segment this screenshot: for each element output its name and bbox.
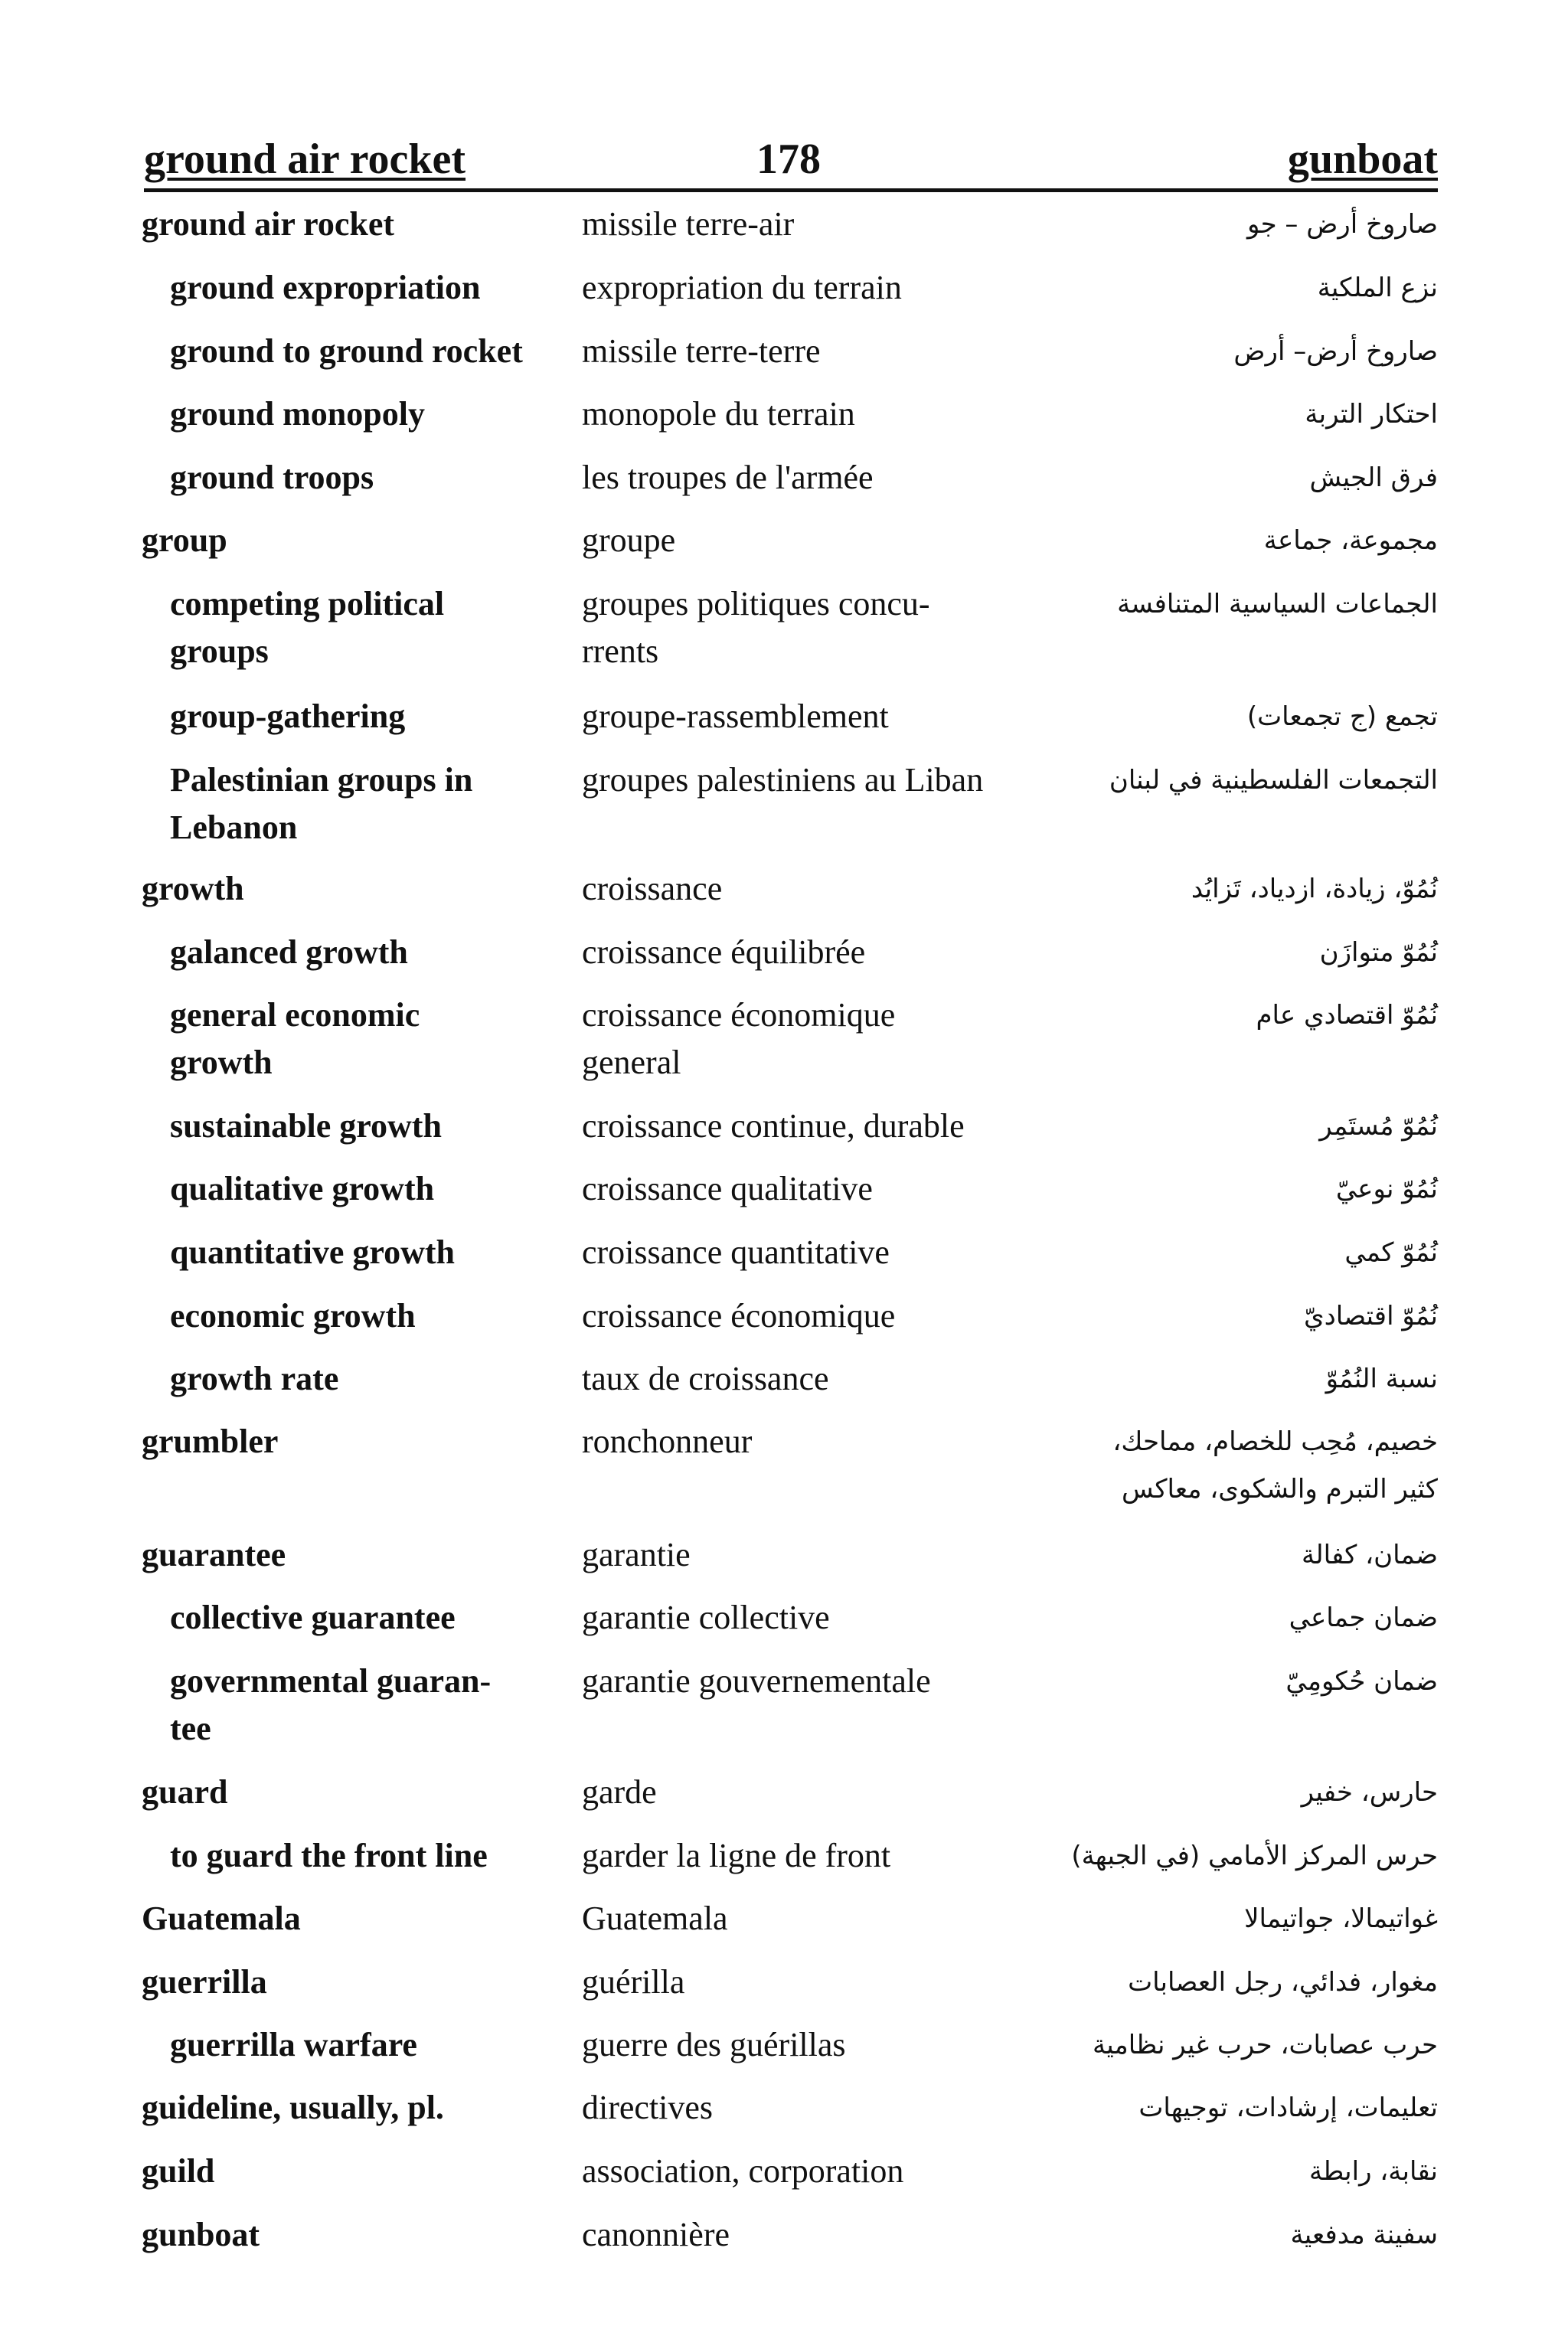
- english-term-line: guerrilla warfare: [170, 2026, 417, 2063]
- arabic-translation-line: غواتيمالا، جواتيمالا: [1244, 1903, 1438, 1934]
- arabic-translation: [1302, 1769, 1438, 1816]
- english-term-line: guideline, usually, pl.: [142, 2089, 444, 2126]
- english-term-line: guerrilla: [142, 1963, 267, 2001]
- english-term-line: sustainable growth: [170, 1107, 442, 1145]
- english-term-line: growth: [170, 1044, 273, 1081]
- english-term: [142, 2148, 214, 2195]
- english-term: [142, 1769, 227, 1816]
- english-term: [170, 390, 425, 438]
- english-term: [170, 693, 405, 740]
- english-term-line: governmental guaran-: [170, 1662, 492, 1700]
- english-term-line: ground monopoly: [170, 395, 425, 433]
- french-translation: [582, 264, 902, 312]
- english-term-line: growth: [142, 870, 244, 907]
- french-translation-line: missile terre-terre: [582, 332, 821, 370]
- french-translation-line: garantie gouvernementale: [582, 1662, 931, 1700]
- french-translation-line: croissance: [582, 870, 723, 907]
- arabic-translation-line: تعليمات، إرشادات، توجيهات: [1138, 2093, 1438, 2123]
- french-translation: [582, 1355, 829, 1403]
- french-translation: [582, 2021, 846, 2069]
- french-translation-line: croissance quantitative: [582, 1233, 890, 1271]
- french-translation: [582, 693, 889, 740]
- english-term-line: guarantee: [142, 1536, 286, 1573]
- arabic-translation: [1336, 1165, 1438, 1213]
- english-term: [170, 1594, 456, 1642]
- arabic-translation-line: خصيم، مُحِب للخصام، مماحك،: [1112, 1426, 1438, 1457]
- english-term: [170, 1658, 491, 1753]
- french-translation: [582, 328, 821, 375]
- english-term: [170, 756, 472, 851]
- arabic-translation: [1138, 2084, 1438, 2132]
- french-translation: [582, 390, 855, 438]
- arabic-translation: [1244, 1895, 1438, 1942]
- french-translation-line: les troupes de l'armée: [582, 459, 874, 496]
- french-translation: [582, 1229, 890, 1276]
- french-translation: [582, 201, 794, 248]
- arabic-translation-line: نزع الملكية: [1317, 273, 1438, 303]
- english-term-line: competing political: [170, 585, 445, 622]
- french-translation-line: guerre des guérillas: [582, 2026, 846, 2063]
- french-translation: [582, 2148, 903, 2195]
- arabic-translation-line: حارس، خفير: [1301, 1777, 1438, 1808]
- english-term: [170, 929, 408, 976]
- french-translation-line: garantie: [582, 1536, 691, 1573]
- french-translation: [582, 1103, 965, 1150]
- english-term: [170, 2021, 417, 2069]
- arabic-translation: [1326, 1355, 1438, 1403]
- french-translation-line: croissance économique: [582, 996, 896, 1034]
- french-translation-line: monopole du terrain: [582, 395, 855, 433]
- arabic-translation: [1112, 1418, 1438, 1513]
- arabic-translation-line: احتكار التربة: [1305, 399, 1438, 430]
- arabic-translation-line: نُمُوّ، زيادة، ازدياد، تَزايُد: [1191, 874, 1438, 904]
- arabic-translation-line: فرق الجيش: [1309, 462, 1438, 493]
- arabic-translation-line: نُمُوّ اقتصاديّ: [1303, 1301, 1438, 1331]
- arabic-translation: [1264, 517, 1438, 564]
- english-term-line: gunboat: [142, 2216, 260, 2253]
- page-number: 178: [756, 136, 821, 183]
- arabic-translation-line: تجمع (ج تجمعات): [1246, 701, 1438, 732]
- arabic-translation: [1344, 1229, 1438, 1276]
- arabic-translation-line: نُمُوّ متوازَن: [1319, 937, 1438, 968]
- english-term-line: guard: [142, 1773, 228, 1811]
- arabic-translation-line: نقابة، رابطة: [1309, 2156, 1438, 2187]
- english-term: [170, 1229, 455, 1276]
- french-translation: [582, 1594, 830, 1642]
- french-translation: [582, 580, 930, 675]
- french-translation-line: canonnière: [582, 2216, 730, 2253]
- arabic-translation: [1256, 992, 1438, 1039]
- arabic-translation-line: الجماعات السياسية المتنافسة: [1117, 589, 1438, 619]
- english-term: [142, 1418, 278, 1465]
- arabic-translation: [1071, 1832, 1438, 1880]
- arabic-translation-line: مجموعة، جماعة: [1263, 525, 1438, 556]
- arabic-translation: [1319, 1103, 1438, 1150]
- english-term-line: Lebanon: [170, 809, 298, 846]
- arabic-translation-line: نُمُوّ مُستَمِر: [1319, 1111, 1438, 1142]
- french-translation-line: directives: [582, 2089, 714, 2126]
- arabic-translation-line: حرب عصابات، حرب غير نظامية: [1093, 2030, 1438, 2060]
- arabic-translation: [1128, 1959, 1438, 2006]
- arabic-translation: [1309, 2148, 1438, 2195]
- english-term: [142, 201, 394, 248]
- arabic-translation: [1117, 580, 1438, 628]
- french-translation-line: croissance économique: [582, 1297, 896, 1335]
- english-term: [170, 1165, 434, 1213]
- english-term: [142, 1895, 301, 1942]
- running-header: [144, 129, 1438, 192]
- french-translation-line: association, corporation: [582, 2152, 904, 2190]
- arabic-translation: [1304, 1292, 1438, 1340]
- arabic-translation: [1320, 929, 1438, 976]
- english-term-line: economic growth: [170, 1297, 416, 1335]
- english-term: [170, 1832, 488, 1880]
- english-term-line: Palestinian groups in: [170, 761, 473, 799]
- arabic-translation: [1233, 328, 1438, 375]
- english-term-line: group: [142, 521, 227, 559]
- french-translation-line: croissance continue, durable: [582, 1107, 965, 1145]
- english-term-line: groups: [170, 632, 269, 670]
- english-term-line: group-gathering: [170, 698, 406, 735]
- english-term-line: guild: [142, 2152, 215, 2190]
- french-translation-line: croissance équilibrée: [582, 933, 866, 971]
- french-translation-line: general: [582, 1044, 681, 1081]
- french-translation: [582, 1895, 728, 1942]
- french-translation-line: garantie collective: [582, 1599, 830, 1636]
- english-term-line: ground troops: [170, 459, 374, 496]
- french-translation: [582, 454, 874, 502]
- english-term: [142, 2211, 260, 2259]
- french-translation-line: missile terre-air: [582, 205, 795, 243]
- arabic-translation: [1305, 390, 1438, 438]
- french-translation-line: expropriation du terrain: [582, 269, 902, 306]
- arabic-translation: [1247, 201, 1438, 248]
- arabic-translation-line: نُمُوّ اقتصادي عام: [1256, 1000, 1438, 1031]
- french-translation-line: rrents: [582, 632, 659, 670]
- english-term-line: quantitative growth: [170, 1233, 455, 1271]
- arabic-translation-line: نُمُوّ نوعيّ: [1335, 1174, 1438, 1204]
- english-term-line: qualitative growth: [170, 1170, 435, 1207]
- french-translation-line: garde: [582, 1773, 657, 1811]
- english-term: [170, 1103, 442, 1150]
- english-term-line: growth rate: [170, 1360, 339, 1397]
- french-translation: [582, 2084, 713, 2132]
- arabic-translation: [1302, 1531, 1438, 1579]
- arabic-translation: [1093, 2021, 1438, 2069]
- french-translation: [582, 1832, 890, 1880]
- arabic-translation: [1191, 865, 1438, 913]
- arabic-translation-line: ضمان جماعي: [1289, 1603, 1438, 1633]
- arabic-translation: [1289, 1594, 1438, 1642]
- french-translation-line: groupe-rassemblement: [582, 698, 889, 735]
- french-translation: [582, 1292, 895, 1340]
- french-translation-line: Guatemala: [582, 1900, 728, 1937]
- french-translation: [582, 2211, 730, 2259]
- arabic-translation: [1285, 1658, 1438, 1705]
- english-term: [170, 454, 374, 502]
- english-term: [142, 1531, 286, 1579]
- english-term-line: ground to ground rocket: [170, 332, 523, 370]
- french-translation-line: guérilla: [582, 1963, 685, 2001]
- arabic-translation: [1109, 756, 1438, 804]
- english-term-line: galanced growth: [170, 933, 408, 971]
- french-translation-line: taux de croissance: [582, 1360, 829, 1397]
- english-term-line: tee: [170, 1710, 211, 1747]
- french-translation-line: groupes palestiniens au Liban: [582, 761, 984, 799]
- french-translation: [582, 992, 895, 1086]
- arabic-translation-line: كثير التبرم والشكوى، معاكس: [1121, 1474, 1438, 1505]
- arabic-translation-line: نُمُوّ كمي: [1344, 1237, 1438, 1268]
- arabic-translation: [1318, 264, 1438, 312]
- arabic-translation-line: ضمان حُكومِيّ: [1285, 1666, 1438, 1697]
- arabic-translation-line: سفينة مدفعية: [1290, 2220, 1438, 2250]
- english-term-line: general economic: [170, 996, 420, 1034]
- english-term-line: Guatemala: [142, 1900, 301, 1937]
- french-translation: [582, 1658, 931, 1705]
- english-term: [142, 2084, 444, 2132]
- french-translation: [582, 1418, 752, 1465]
- english-term-line: to guard the front line: [170, 1837, 488, 1874]
- arabic-translation-line: صاروخ أرض – جو: [1247, 209, 1438, 240]
- french-translation: [582, 517, 675, 564]
- french-translation-line: croissance qualitative: [582, 1170, 873, 1207]
- arabic-translation: [1291, 2211, 1438, 2259]
- arabic-translation-line: صاروخ أرض– أرض: [1233, 336, 1438, 367]
- french-translation-line: ronchonneur: [582, 1423, 753, 1460]
- english-term: [142, 517, 227, 564]
- english-term: [142, 865, 244, 913]
- english-term: [170, 264, 480, 312]
- arabic-translation-line: نسبة النُمُوّ: [1325, 1364, 1438, 1394]
- arabic-translation-line: التجمعات الفلسطينية في لبنان: [1109, 765, 1438, 796]
- french-translation: [582, 929, 865, 976]
- french-translation: [582, 1531, 691, 1579]
- english-term-line: ground air rocket: [142, 205, 395, 243]
- english-term: [170, 328, 523, 375]
- arabic-translation-line: مغوار، فدائي، رجل العصابات: [1128, 1967, 1438, 1998]
- english-term: [170, 1355, 338, 1403]
- french-translation-line: garder la ligne de front: [582, 1837, 891, 1874]
- english-term-line: collective guarantee: [170, 1599, 456, 1636]
- header-first-entry: ground air rocket: [144, 136, 466, 183]
- french-translation: [582, 1165, 873, 1213]
- header-last-entry: gunboat: [1287, 136, 1438, 183]
- english-term-line: ground expropriation: [170, 269, 481, 306]
- english-term: [170, 1292, 416, 1340]
- arabic-translation-line: حرس المركز الأمامي (في الجبهة): [1071, 1841, 1438, 1871]
- french-translation-line: groupes politiques concu-: [582, 585, 930, 622]
- arabic-translation: [1309, 454, 1438, 502]
- english-term-line: grumbler: [142, 1423, 279, 1460]
- english-term: [142, 1959, 267, 2006]
- french-translation: [582, 756, 983, 804]
- arabic-translation: [1247, 693, 1438, 740]
- french-translation-line: groupe: [582, 521, 676, 559]
- french-translation: [582, 865, 722, 913]
- english-term: [170, 580, 444, 675]
- arabic-translation-line: ضمان، كفالة: [1302, 1540, 1438, 1570]
- english-term: [170, 992, 420, 1086]
- french-translation: [582, 1959, 684, 2006]
- french-translation: [582, 1769, 657, 1816]
